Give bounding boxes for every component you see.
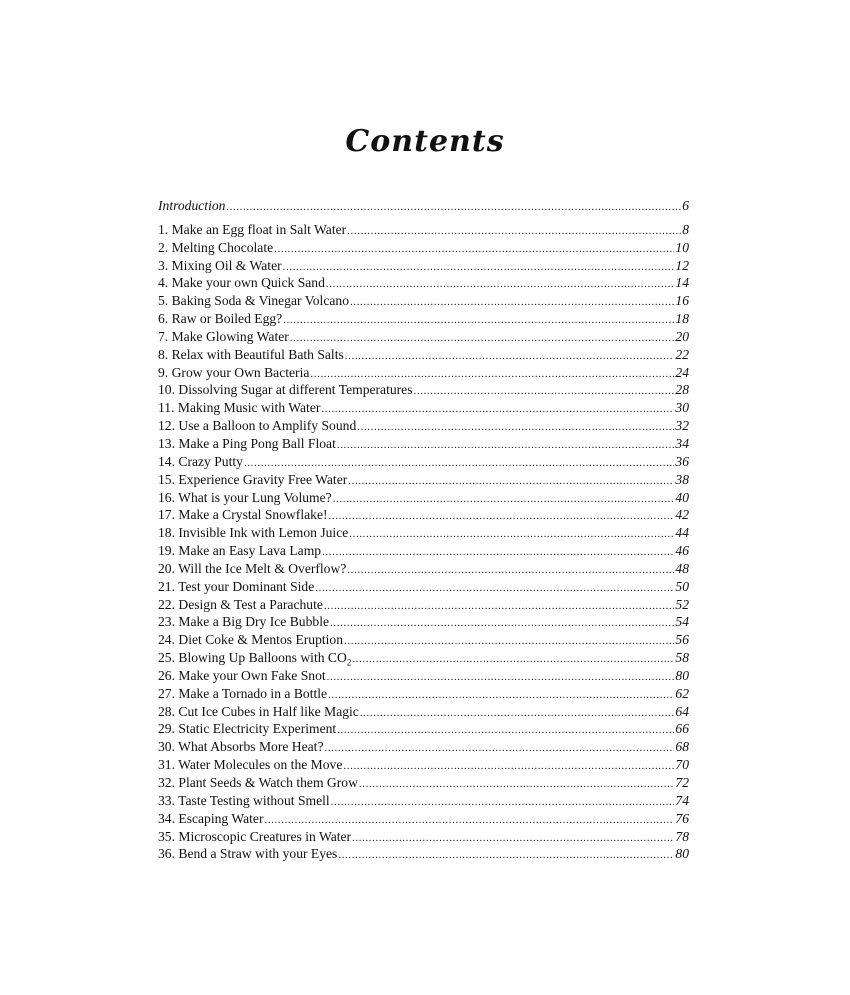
- toc-entry-label: 2. Melting Chocolate: [158, 239, 274, 255]
- toc-entry: [158, 435, 689, 453]
- toc-entry: [158, 417, 689, 435]
- toc-entry: [158, 845, 689, 863]
- toc-entry-page-number: 50: [675, 578, 689, 594]
- dot-leader: [338, 847, 674, 865]
- toc-entry-label: 17. Make a Crystal Snowflake!: [158, 507, 328, 523]
- dot-leader: [352, 830, 674, 848]
- toc-entry-page-number: 72: [675, 775, 689, 790]
- dot-leader: [360, 705, 675, 723]
- toc-entry: [158, 667, 689, 685]
- toc-entry-label: 24. Diet Coke & Mentos Eruption: [158, 632, 344, 648]
- dot-leader: [352, 651, 674, 669]
- dot-leader: [283, 312, 674, 330]
- toc-entry-label: Introduction: [158, 198, 226, 213]
- toc-entry: [158, 310, 689, 328]
- dot-leader: [347, 562, 674, 580]
- toc-entry: [158, 489, 689, 507]
- toc-entry: [158, 649, 689, 667]
- toc-entry: [158, 792, 689, 810]
- toc-entry-page-number: 80: [675, 667, 689, 683]
- toc-entry-label: 9. Grow your Own Bacteria: [158, 364, 310, 380]
- toc-entry-page-number: 62: [675, 685, 689, 701]
- dot-leader: [327, 669, 675, 687]
- toc-entry: [158, 631, 689, 649]
- dot-leader: [414, 383, 675, 401]
- dot-leader: [347, 223, 681, 241]
- toc-entry: [158, 560, 689, 578]
- toc-entry-label: 23. Make a Big Dry Ice Bubble: [158, 614, 330, 630]
- toc-entry-page-number: 18: [675, 311, 689, 327]
- toc-entry: [158, 613, 689, 631]
- dot-leader: [274, 241, 674, 259]
- toc-entry: [158, 506, 689, 524]
- toc-entry-label: 7. Make Glowing Water: [158, 328, 289, 344]
- toc-entry: [158, 221, 689, 239]
- toc-entry-label: 36. Bend a Straw with your Eyes: [158, 846, 338, 862]
- toc-entry-label: 21. Test your Dominant Side: [158, 578, 315, 594]
- dot-leader: [359, 776, 675, 794]
- toc-entry-introduction: [158, 197, 689, 215]
- dot-leader: [357, 419, 674, 437]
- toc-entry-label: 8. Relax with Beautiful Bath Salts: [158, 346, 344, 362]
- toc-entry: [158, 381, 689, 399]
- toc-entry-label: 5. Baking Soda & Vinegar Volcano: [158, 293, 349, 309]
- toc-entry: [158, 292, 689, 310]
- toc-entry-page-number: 64: [675, 703, 689, 719]
- dot-leader: [333, 491, 675, 509]
- toc-entry-page-number: 58: [675, 650, 689, 666]
- dot-leader: [226, 199, 681, 217]
- toc-entry-label: 14. Crazy Putty: [158, 453, 243, 469]
- dot-leader: [324, 598, 675, 616]
- toc-entry: [158, 346, 689, 364]
- toc-entry-page-number: 42: [675, 507, 689, 523]
- dot-leader: [324, 740, 674, 758]
- toc-entry-label: 31. Water Molecules on the Move: [158, 757, 343, 773]
- toc-entry-page-number: 46: [675, 543, 689, 559]
- toc-entry: [158, 703, 689, 721]
- toc-entry-page-number: 20: [675, 328, 689, 344]
- toc-entry: [158, 524, 689, 542]
- toc-entry-page-number: 48: [675, 560, 689, 576]
- toc-entry: [158, 685, 689, 703]
- toc-entry: [158, 810, 689, 828]
- toc-entry-label: 11. Making Music with Water: [158, 400, 321, 416]
- toc-entry-page-number: 30: [675, 400, 689, 416]
- toc-entry: [158, 328, 689, 346]
- toc-entry-page-number: 12: [675, 257, 689, 273]
- toc-entry-label: 22. Design & Test a Parachute: [158, 596, 323, 612]
- toc-entry-page-number: 14: [675, 275, 689, 291]
- dot-leader: [343, 758, 674, 776]
- toc-entry: [158, 542, 689, 560]
- dot-leader: [345, 348, 675, 366]
- toc-entry: [158, 578, 689, 596]
- toc-entry-label: 16. What is your Lung Volume?: [158, 489, 332, 505]
- dot-leader: [350, 294, 674, 312]
- dot-leader: [290, 330, 675, 348]
- toc-entry: [158, 756, 689, 774]
- toc-entry-page-number: 52: [675, 596, 689, 612]
- toc-entry-label: 25. Blowing Up Balloons with $CO_2$: [158, 650, 352, 668]
- toc-entry-page-number: 24: [675, 364, 689, 380]
- toc-entry-label: 27. Make a Tornado in a Bottle: [158, 685, 328, 701]
- toc-entry-label: 32. Plant Seeds & Watch them Grow: [158, 775, 358, 790]
- toc-entry-label: 4. Make your own Quick Sand: [158, 275, 325, 291]
- toc-entry: [158, 471, 689, 489]
- dot-leader: [349, 526, 674, 544]
- toc-entry: [158, 720, 689, 738]
- dot-leader: [326, 276, 675, 294]
- toc-entry-label: 28. Cut Ice Cubes in Half like Magic: [158, 703, 359, 719]
- dot-leader: [331, 794, 675, 812]
- toc-entry-page-number: 10: [675, 239, 689, 255]
- toc-entry-label: 15. Experience Gravity Free Water: [158, 471, 348, 487]
- toc-entry-label: 35. Microscopic Creatures in Water: [158, 828, 352, 844]
- table-of-contents: [158, 197, 689, 863]
- toc-entry: [158, 453, 689, 471]
- toc-entry: [158, 738, 689, 756]
- toc-entry-page-number: 70: [675, 757, 689, 773]
- toc-entry-page-number: 36: [675, 453, 689, 469]
- toc-entry: [158, 239, 689, 257]
- toc-entry-label: 34. Escaping Water: [158, 810, 264, 826]
- dot-leader: [329, 508, 675, 526]
- toc-entry-page-number: 44: [675, 525, 689, 541]
- toc-entry-label: 19. Make an Easy Lava Lamp: [158, 543, 322, 559]
- toc-entry-page-number: 54: [675, 614, 689, 630]
- toc-entry: [158, 274, 689, 292]
- toc-entry-page-number: 40: [675, 489, 689, 505]
- toc-entry-subscript: 2: [346, 657, 352, 668]
- toc-entry-page-number: 80: [675, 846, 689, 862]
- toc-entry-label: 12. Use a Balloon to Amplify Sound: [158, 418, 357, 434]
- toc-entry-page-number: 6: [682, 198, 689, 213]
- toc-entry: [158, 596, 689, 614]
- toc-entry-page-number: 68: [675, 739, 689, 755]
- toc-entry-page-number: 78: [675, 828, 689, 844]
- toc-entry-page-number: 56: [675, 632, 689, 648]
- toc-entry-label: 13. Make a Ping Pong Ball Float: [158, 435, 336, 451]
- dot-leader: [283, 259, 675, 277]
- toc-entry: [158, 774, 689, 792]
- toc-entry: [158, 399, 689, 417]
- toc-entry-label: 6. Raw or Boiled Egg?: [158, 311, 283, 327]
- dot-leader: [328, 687, 674, 705]
- toc-entry-page-number: 66: [675, 721, 689, 737]
- toc-entry-label: 20. Will the Ice Melt & Overflow?: [158, 560, 347, 576]
- toc-entry-label: 18. Invisible Ink with Lemon Juice: [158, 525, 349, 541]
- dot-leader: [344, 633, 674, 651]
- toc-entry-label: 30. What Absorbs More Heat?: [158, 739, 324, 755]
- toc-entry-label: 26. Make your Own Fake Snot: [158, 667, 326, 683]
- toc-entry: [158, 828, 689, 846]
- toc-entry-page-number: 34: [675, 435, 689, 451]
- toc-entry-label: 29. Static Electricity Experiment: [158, 721, 337, 737]
- toc-entry-label: 3. Mixing Oil & Water: [158, 257, 282, 273]
- toc-entry-label: 1. Make an Egg float in Salt Water: [158, 221, 347, 237]
- dot-leader: [348, 473, 674, 491]
- dot-leader: [330, 615, 674, 633]
- toc-entry-label: 33. Taste Testing without Smell: [158, 792, 330, 808]
- toc-entry-page-number: 74: [675, 792, 689, 808]
- dot-leader: [337, 437, 675, 455]
- page-title: Contents: [345, 124, 505, 159]
- dot-leader: [315, 580, 674, 598]
- toc-entry-page-number: 8: [682, 221, 689, 237]
- toc-entry-page-number: 28: [675, 382, 689, 398]
- toc-entry-label: 10. Dissolving Sugar at different Temperatures: [158, 382, 413, 398]
- dot-leader: [322, 544, 674, 562]
- toc-entry-page-number: 16: [675, 293, 689, 309]
- toc-entry: [158, 364, 689, 382]
- toc-entry-page-number: 38: [675, 471, 689, 487]
- toc-entry: [158, 257, 689, 275]
- toc-entry-page-number: 32: [675, 418, 689, 434]
- dot-leader: [337, 722, 674, 740]
- dot-leader: [321, 401, 674, 419]
- toc-entry-page-number: 76: [675, 810, 689, 826]
- toc-entry-page-number: 22: [675, 346, 689, 362]
